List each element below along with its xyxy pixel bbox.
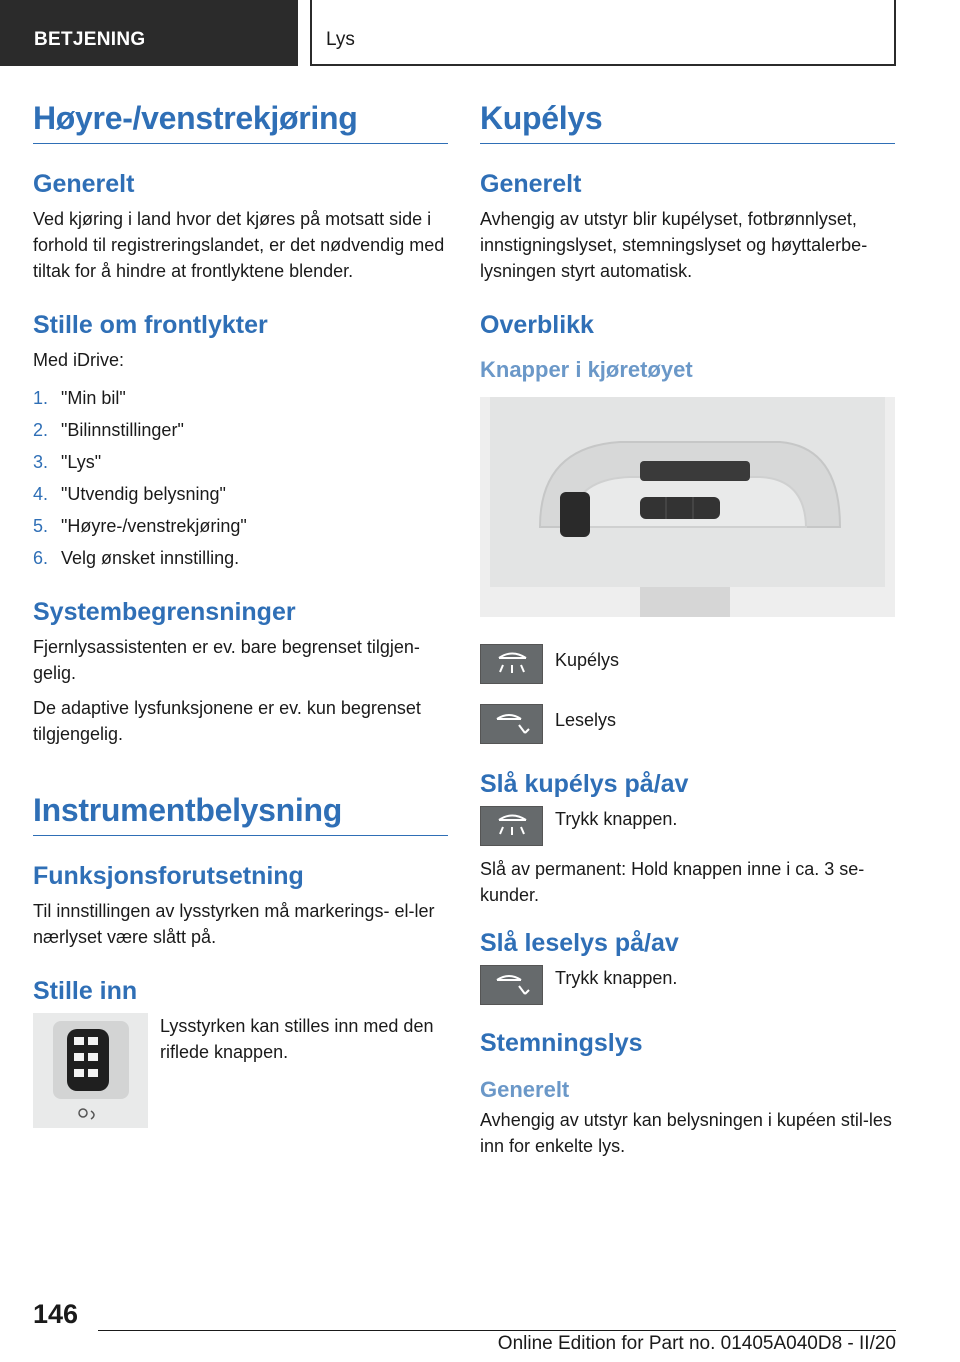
page-header — [0, 0, 960, 66]
heading-stemningslys-generelt: Generelt — [480, 1077, 570, 1102]
paragraph-stemningslys: Avhengig av utstyr kan belysningen i kupéen stil-les inn for enkelte lys. — [480, 1110, 892, 1156]
heading-generelt: Generelt — [33, 170, 135, 198]
heading-sla-kupelys: Slå kupélys på/av — [480, 770, 689, 798]
paragraph-generelt: Ved kjøring i land hvor det kjøres på motsatt side i forhold til registreringslandet, er det nødvendig med tiltak for å hindre at frontlyktene blender. — [33, 209, 445, 281]
list-item: 2. "Bilinnstillinger" — [33, 420, 184, 440]
sla-leselys-instruction: Trykk knappen. — [555, 968, 678, 988]
legend-kupelys-label: Kupélys — [555, 650, 620, 670]
paragraph-stille-inn: Lysstyrken kan stilles inn med den riflede knappen. — [160, 1016, 434, 1062]
right-column — [480, 100, 895, 1168]
legend-leselys-row — [480, 704, 895, 744]
interior-light-icon — [480, 644, 543, 684]
steps-list — [33, 382, 448, 574]
heading-generelt-kupelys: Generelt — [480, 170, 582, 198]
list-item: 1. "Min bil" — [33, 388, 126, 408]
dimmer-knob-photo — [33, 1013, 148, 1128]
paragraph-idrive: Med iDrive: — [33, 350, 125, 370]
footer-rule — [98, 1330, 896, 1331]
sla-kupelys-instruction: Trykk knappen. — [555, 809, 678, 829]
heading-overblikk: Overblikk — [480, 311, 594, 339]
heading-kupelys: Kupélys — [480, 100, 895, 144]
heading-sla-leselys: Slå leselys på/av — [480, 929, 679, 957]
list-item: 3. "Lys" — [33, 452, 102, 472]
reading-light-icon — [480, 704, 543, 744]
overhead-console-photo — [480, 397, 895, 617]
heading-stille-inn: Stille inn — [33, 977, 138, 1005]
sla-kupelys-row — [480, 806, 895, 846]
chapter-label: Lys — [310, 0, 896, 66]
heading-instrumentbelysning: Instrumentbelysning — [33, 792, 448, 836]
paragraph-sla-av-permanent: Slå av permanent: Hold knappen inne i ca. 3 se-kunder. — [480, 859, 865, 905]
page-number: 146 — [33, 1299, 79, 1329]
heading-knapper: Knapper i kjøretøyet — [480, 357, 693, 382]
heading-stille-om-frontlykter: Stille om frontlykter — [33, 311, 268, 339]
heading-hoyre-venstrekjoring: Høyre-/venstrekjøring — [33, 100, 448, 144]
legend-kupelys-row — [480, 644, 895, 684]
paragraph-system-2: De adaptive lysfunksjonene er ev. kun begrenset tilgjengelig. — [33, 698, 421, 744]
list-item: 6. Velg ønsket innstilling. — [33, 548, 240, 568]
paragraph-funksjon: Til innstillingen av lysstyrken må markerings- el-ler nærlyset være slått på. — [33, 901, 435, 947]
legend-leselys-label: Leselys — [555, 710, 617, 730]
list-item: 4. "Utvendig belysning" — [33, 484, 226, 504]
section-label: BETJENING — [0, 0, 298, 66]
list-item: 5. "Høyre-/venstrekjøring" — [33, 516, 247, 536]
heading-stemningslys: Stemningslys — [480, 1029, 643, 1057]
interior-light-icon — [480, 806, 543, 846]
heading-systembegrensninger: Systembegrensninger — [33, 598, 296, 626]
heading-funksjonsforutsetning: Funksjonsforutsetning — [33, 862, 304, 890]
paragraph-generelt-kupelys: Avhengig av utstyr blir kupélyset, fotbrønnlyset, innstigningslyset, stemningslyset og høyttalerbe-lysningen styrt automatisk. — [480, 209, 868, 281]
paragraph-system-1: Fjernlysassistenten er ev. bare begrenset tilgjen-gelig. — [33, 637, 420, 683]
reading-light-icon — [480, 965, 543, 1005]
knob-row — [33, 1013, 448, 1128]
sla-leselys-row — [480, 965, 895, 1005]
left-column — [33, 100, 448, 1128]
footer-edition: Online Edition for Part no. 01405A040D8 - II/20 — [497, 1333, 896, 1354]
